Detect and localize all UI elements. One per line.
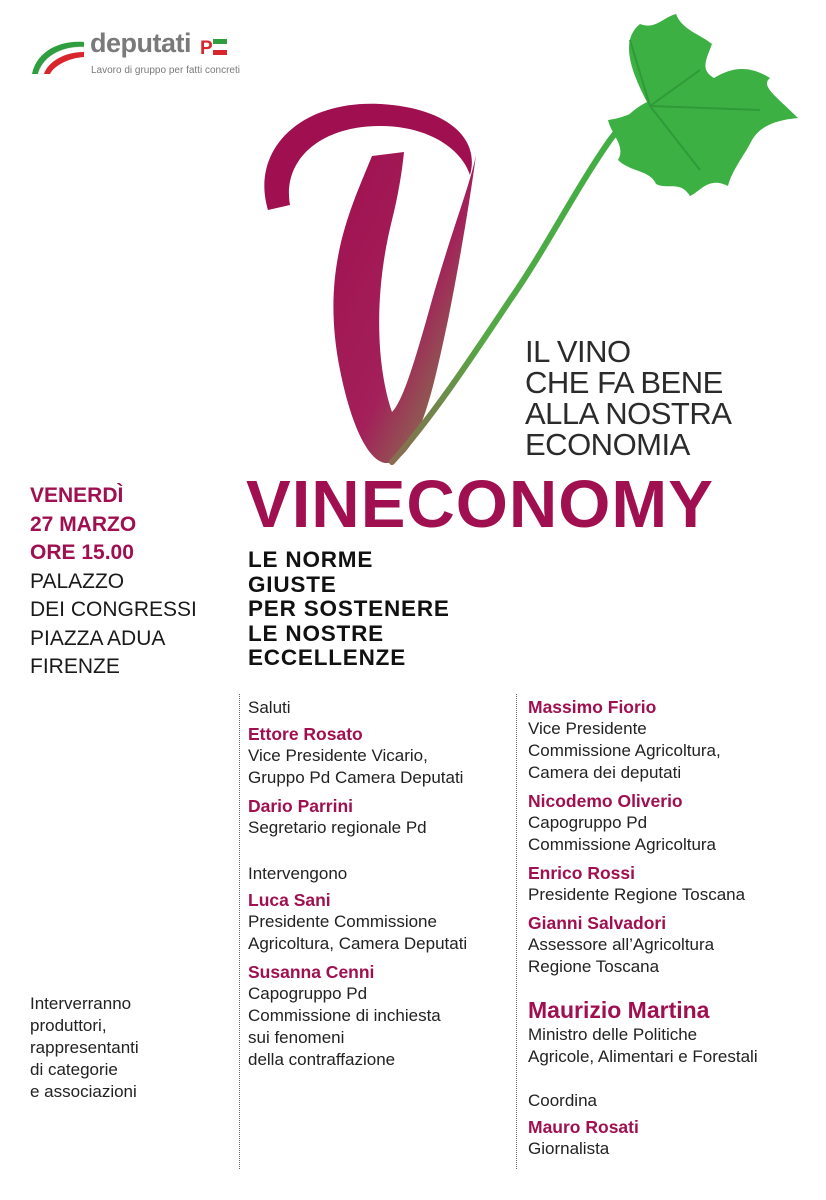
speaker-entry [248, 889, 513, 955]
speaker-name: Massimo Fiorio [528, 697, 657, 717]
speaker-entry [528, 696, 818, 784]
speaker-entry [248, 723, 513, 789]
svg-text:P: P [200, 38, 213, 58]
speaker-name: Nicodemo Oliverio [528, 791, 683, 811]
speaker-role: Agricoltura, Camera Deputati [248, 934, 468, 953]
grape-leaf [608, 14, 798, 196]
speaker-role: Agricole, Alimentari e Forestali [528, 1047, 758, 1066]
speaker-role: Giornalista [528, 1139, 610, 1158]
subtitle-line: GIUSTE [248, 571, 337, 597]
event-date: 27 MARZO [30, 512, 137, 536]
speaker-name: Luca Sani [248, 890, 331, 910]
speaker-entry [528, 862, 818, 906]
speaker-name: Ettore Rosato [248, 724, 363, 744]
speaker-role: Vice Presidente [528, 719, 647, 738]
logo-name: deputati [90, 28, 191, 58]
speaker-role: Assessore all’Agricoltura [528, 935, 715, 954]
event-venue-line: PALAZZO [30, 569, 125, 593]
speaker-role: Capogruppo Pd [528, 813, 648, 832]
speaker-role: Capogruppo Pd [248, 984, 368, 1003]
speaker-role: Vice Presidente Vicario, [248, 746, 428, 765]
subtitle-line: LE NORME [248, 547, 374, 572]
tagline-line: ECONOMIA [525, 427, 690, 462]
event-title: VINECONOMY [246, 467, 714, 542]
event-venue-line: FIRENZE [30, 655, 120, 678]
event-venue-line: PIAZZA ADUA [30, 626, 166, 650]
tagline-line: CHE FA BENE [525, 365, 723, 400]
speaker-role: Commissione di inchiesta [248, 1006, 441, 1025]
speaker-name: Gianni Salvadori [528, 913, 667, 933]
speaker-role: Segretario regionale Pd [248, 818, 427, 837]
subtitle-line: ECCELLENZE [248, 645, 407, 670]
speaker-role: Ministro delle Politiche [528, 1025, 698, 1044]
subtitle-line: LE NOSTRE [248, 620, 384, 646]
note-line: rappresentanti [30, 1038, 139, 1057]
speaker-name: Dario Parrini [248, 796, 354, 816]
logo-tagline: Lavoro di gruppo per fatti concreti [91, 65, 240, 76]
coordinator-entry [528, 1116, 818, 1160]
speaker-entry [528, 790, 818, 856]
event-subtitle [248, 548, 450, 671]
tagline-line: IL VINO [525, 334, 631, 369]
tagline-line: ALLA NOSTRA [525, 396, 732, 431]
speaker-name: Enrico Rossi [528, 863, 635, 883]
speaker-role: Gruppo Pd Camera Deputati [248, 768, 464, 787]
speaker-role: Camera dei deputati [528, 763, 682, 782]
speaker-role: Commissione Agricoltura, [528, 741, 721, 760]
note-line: e associazioni [30, 1082, 137, 1101]
event-day: VENERDÌ [30, 484, 124, 507]
event-time: ORE 15.00 [30, 541, 134, 564]
coordina-label: Coordina [528, 1091, 597, 1110]
column-divider [516, 694, 517, 1169]
intervengono-label: Intervengono [248, 864, 348, 883]
note-line: Interverranno [30, 994, 132, 1013]
speaker-entry [248, 961, 513, 1071]
saluti-label: Saluti [248, 698, 291, 717]
note-line: produttori, [30, 1016, 107, 1035]
speaker-entry [248, 795, 513, 839]
note-line: di categorie [30, 1060, 118, 1079]
speaker-name: Susanna Cenni [248, 962, 375, 982]
speaker-role: Presidente Regione Toscana [528, 885, 746, 904]
minister-name: Maurizio Martina [528, 997, 710, 1023]
speaker-role: Regione Toscana [528, 957, 660, 976]
speaker-role: della contraffazione [248, 1050, 396, 1069]
event-info [30, 482, 240, 682]
speaker-entry [528, 912, 818, 978]
speaker-name: Mauro Rosati [528, 1117, 639, 1137]
speaker-role: Commissione Agricoltura [528, 835, 717, 854]
event-venue-line: DEI CONGRESSI [30, 598, 197, 621]
column-divider [239, 694, 240, 1169]
speaker-role: sui fenomeni [248, 1028, 345, 1047]
program-right-column [528, 696, 818, 1166]
v-stroke [333, 152, 476, 463]
subtitle-line: PER SOSTENERE [248, 596, 450, 621]
minister-entry [528, 996, 818, 1068]
tagline [525, 336, 815, 460]
participants-note [30, 993, 230, 1103]
speaker-role: Presidente Commissione [248, 912, 437, 931]
program-left-column [248, 697, 513, 1077]
